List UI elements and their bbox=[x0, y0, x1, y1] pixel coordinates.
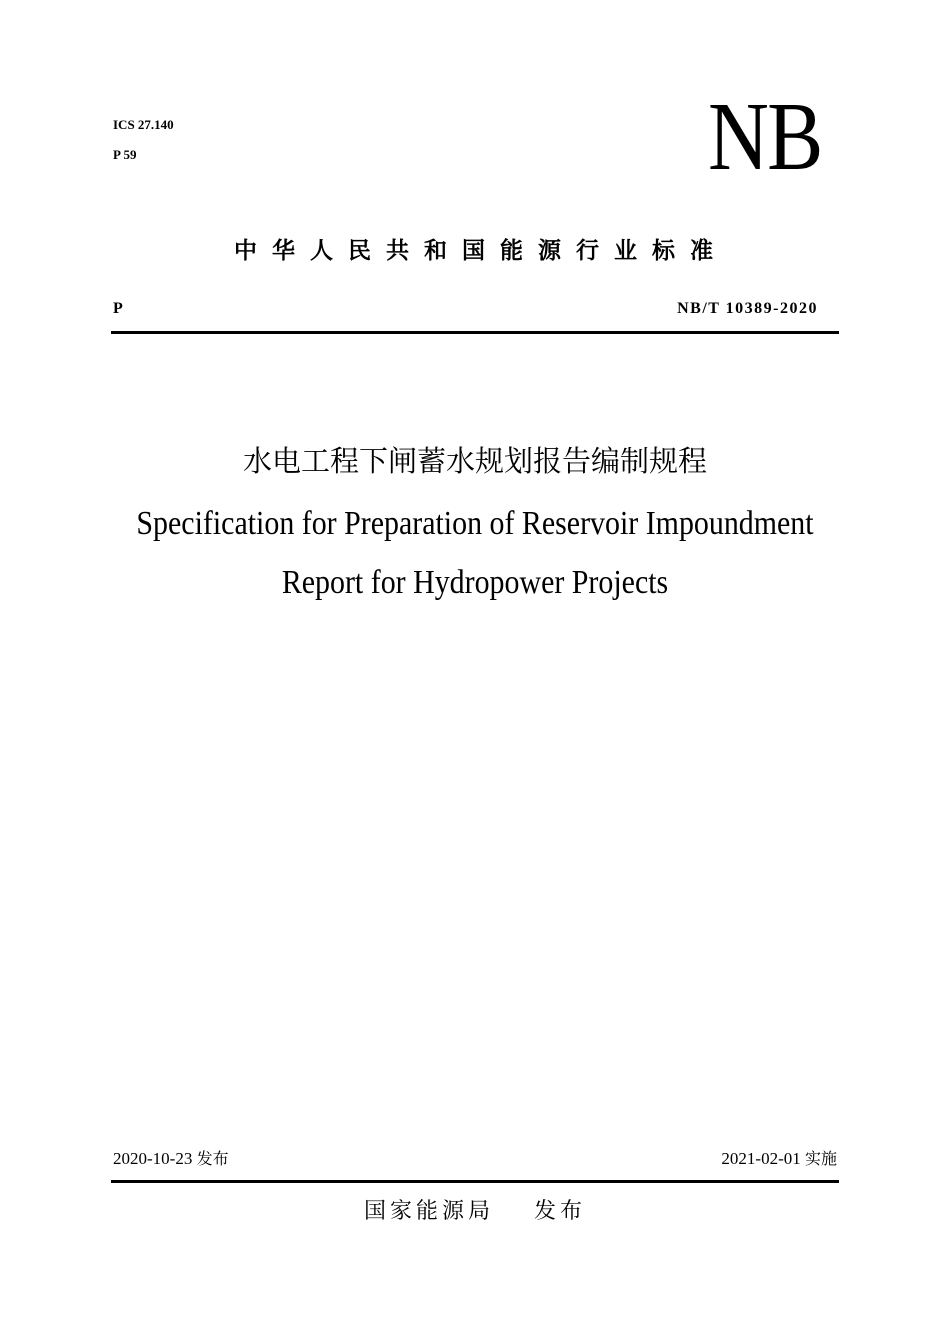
issue-date-block bbox=[113, 1146, 229, 1169]
bottom-divider bbox=[111, 1180, 839, 1183]
title-english-line-2: Report for Hydropower Projects bbox=[281, 564, 669, 601]
top-divider bbox=[111, 331, 839, 334]
issuer-line bbox=[0, 1194, 950, 1225]
title-chinese: 水电工程下闸蓄水规划报告编制规程 bbox=[242, 444, 707, 478]
org-title: 中华人民共和国能源行业标准 bbox=[234, 238, 728, 264]
ics-code: ICS 27.140 bbox=[113, 117, 174, 132]
issuer-action: 发布 bbox=[534, 1199, 587, 1224]
category-code: P bbox=[113, 300, 123, 317]
title-english-line-1: Specification for Preparation of Reservoir Impoundment bbox=[136, 505, 814, 542]
issue-date: 2020-10-23 bbox=[113, 1149, 193, 1168]
standard-logo: NB bbox=[708, 83, 822, 191]
issuer-name: 国家能源局 bbox=[363, 1199, 494, 1224]
implementation-date: 2021-02-01 bbox=[721, 1149, 801, 1168]
ccs-code: P 59 bbox=[113, 147, 137, 162]
implementation-label: 实施 bbox=[804, 1149, 837, 1168]
implementation-date-block bbox=[721, 1146, 837, 1169]
standard-number: NB/T 10389-2020 bbox=[677, 300, 818, 317]
issue-label: 发布 bbox=[196, 1149, 229, 1168]
